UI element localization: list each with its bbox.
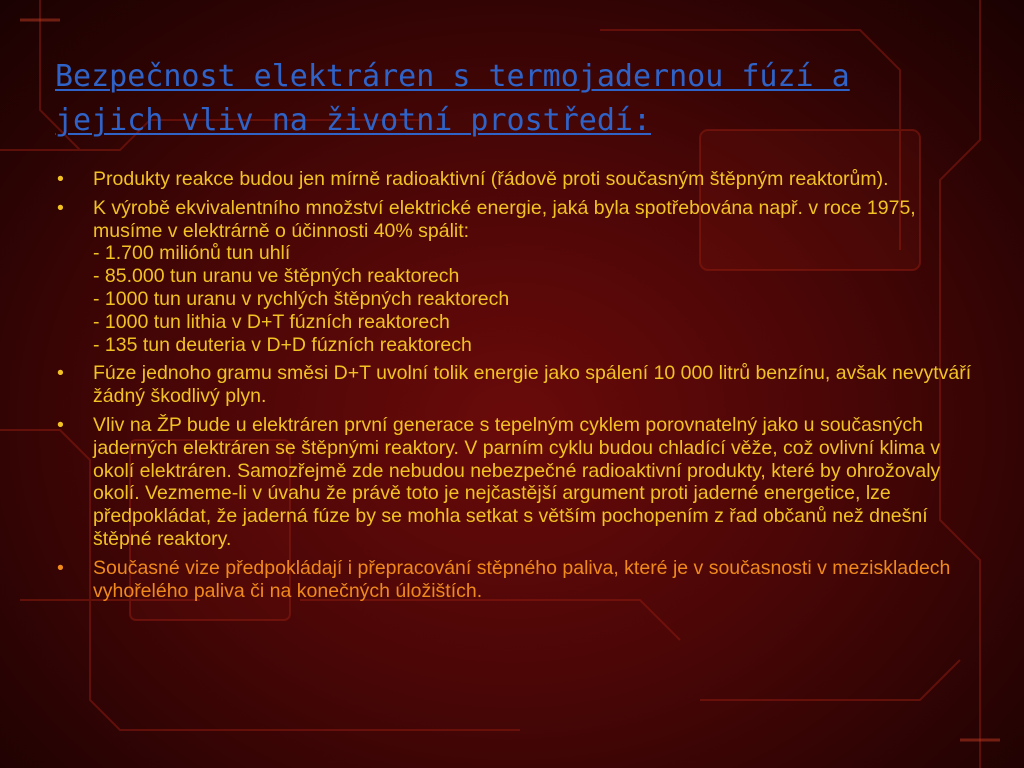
bullet-text: Fúze jednoho gramu směsi D+T uvolní tolik energie jako spálení 10 000 litrů benzínu, avšak nevytváří žádný škodlivý plyn.: [93, 362, 972, 408]
bullet-item: [55, 197, 975, 357]
bullet-subline: - 1000 tun lithia v D+T fúzních reaktorech: [93, 310, 450, 333]
bullet-text: Produkty reakce budou jen mírně radioaktivní (řádově proti současným štěpným reaktorům).: [93, 168, 889, 190]
slide-title-line-2: jejich vliv na životní prostředí:: [55, 103, 652, 138]
bullet-subline: - 85.000 tun uranu ve štěpných reaktorech: [93, 265, 460, 288]
bullet-subline: - 1000 tun uranu v rychlých štěpných reaktorech: [93, 287, 510, 310]
bullet-list: [55, 168, 975, 608]
slide-title-line-1: Bezpečnost elektráren s termojadernou fúzí a: [55, 59, 850, 94]
bullet-item: [55, 362, 975, 408]
bullet-item: [55, 557, 975, 603]
bullet-text: Vliv na ŽP bude u elektráren první generace s tepelným cyklem porovnatelný jako u současných jaderných elektráren se štěpnými reaktory. V parním cyklu budou chladící věže, což ovlivní klima v okolí elektráren. Samozřejmě zde nebudou nebezpečné radioaktivní produkty, které by ohrožovaly okolí. Vezmeme-li v úvahu že právě toto je nejčastější argument proti jaderné energetice, lze předpokládat, že jaderná fúze by se mohla setkat s větším pochopením z řad občanů než dnešní štěpné reaktory.: [93, 413, 941, 550]
bullet-item: [55, 414, 975, 551]
bullet-text: Současné vize předpokládají i přepracování stěpného paliva, které je v současnosti v meziskladech vyhořelého paliva či na konečných úložištích.: [93, 556, 951, 602]
slide-title: [55, 55, 955, 143]
bullet-item: [55, 168, 975, 191]
bullet-subline: - 135 tun deuteria v D+D fúzních reaktorech: [93, 333, 472, 356]
bullet-subline: - 1.700 miliónů tun uhlí: [93, 242, 291, 265]
bullet-text: K výrobě ekvivalentního množství elektrické energie, jaká byla spotřebována např. v roce 1975, musíme v elektrárně o účinnosti 40% spálit:: [93, 196, 916, 242]
